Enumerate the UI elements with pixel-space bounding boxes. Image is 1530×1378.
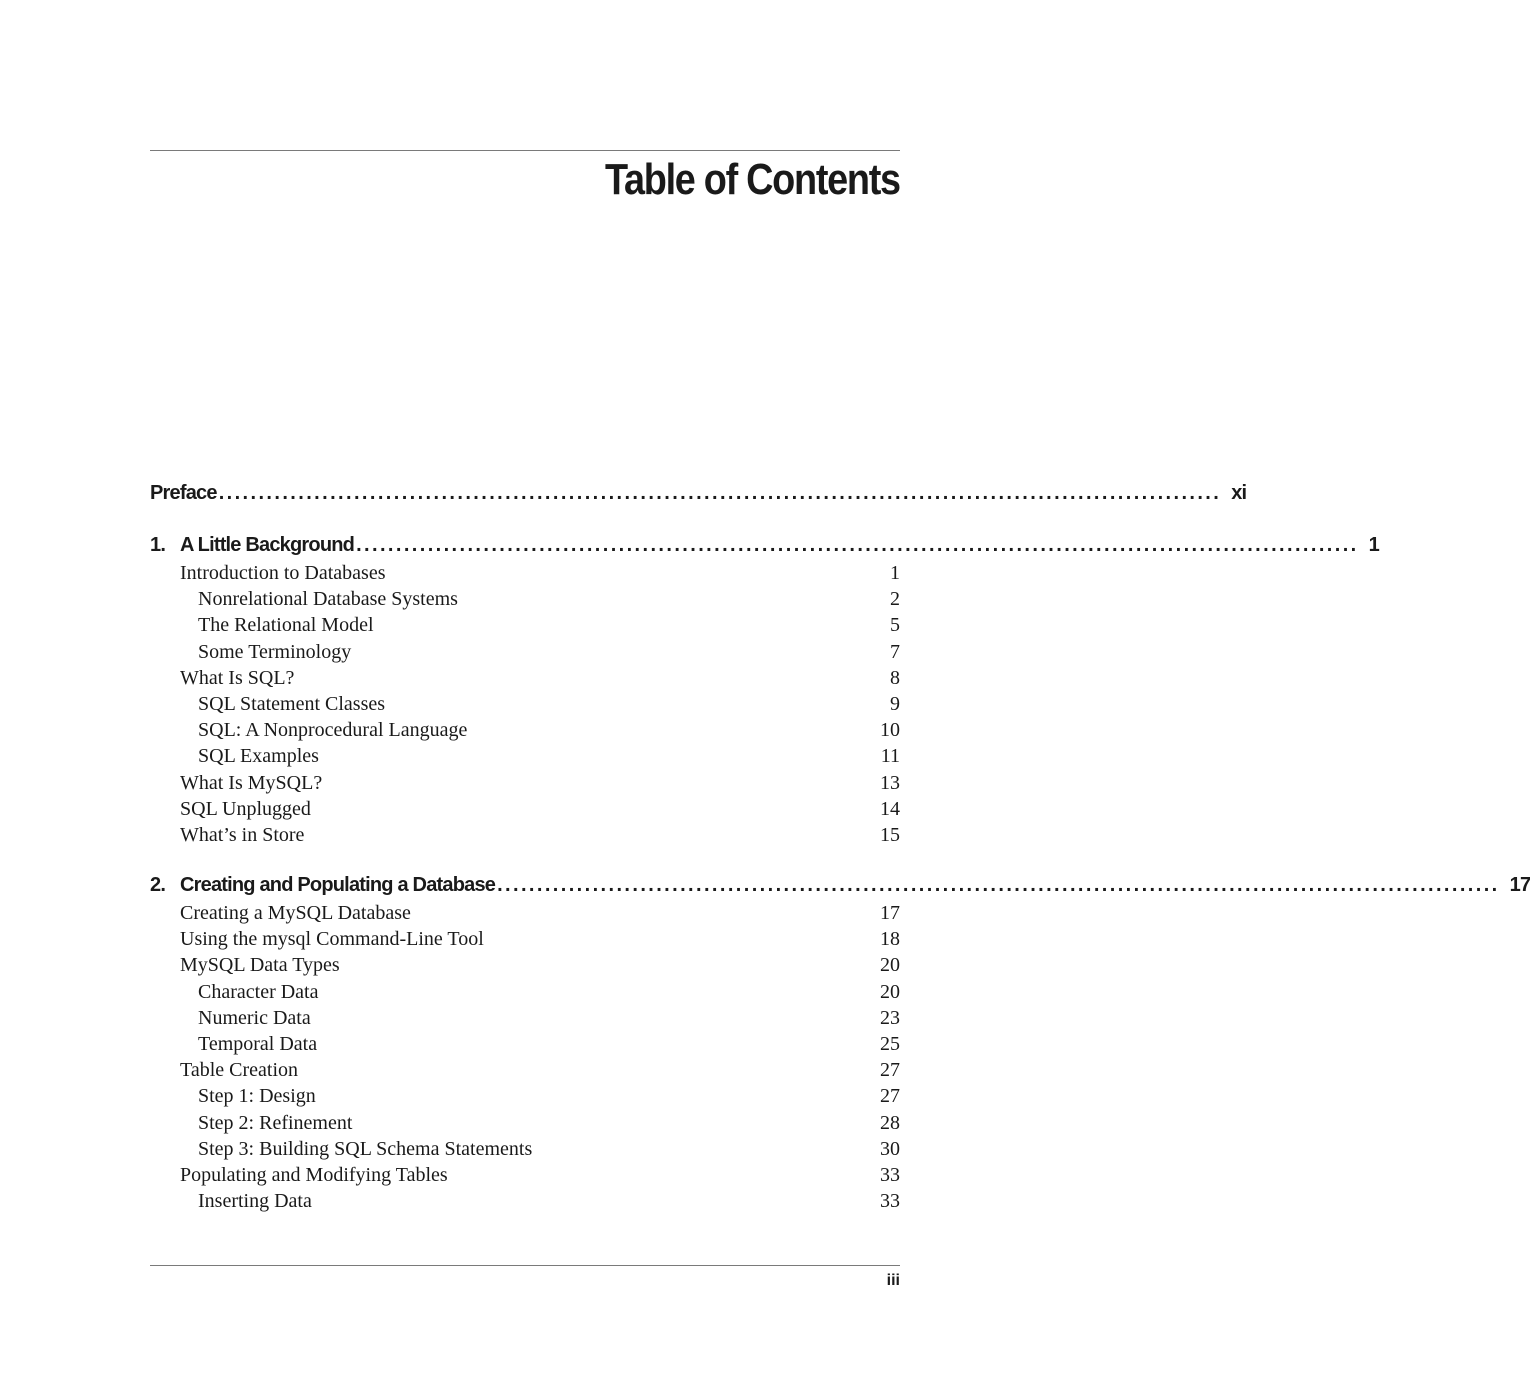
toc-entry-label: Some Terminology: [198, 640, 352, 663]
toc-entry-label: MySQL Data Types: [180, 954, 340, 977]
toc-entry-page: 11: [880, 745, 900, 768]
toc-entry[interactable]: [150, 952, 900, 978]
toc-entry-label: What’s in Store: [180, 823, 305, 846]
toc-entry-label: Creating a MySQL Database: [180, 902, 411, 925]
toc-entry-page: 28: [880, 1111, 900, 1134]
toc-entry[interactable]: [150, 665, 900, 691]
chapter-page: 1: [1368, 534, 1379, 556]
toc-entry-page: 9: [890, 692, 900, 715]
toc-entry-page: 18: [880, 928, 900, 951]
toc-entry-page: 27: [880, 1059, 900, 1082]
dot-leader: ..............................................................................................................................: [218, 482, 1222, 504]
chapter-title: A Little Background: [180, 534, 355, 556]
toc-entry-label: Inserting Data: [198, 1190, 312, 1213]
chapter-title: Creating and Populating a Database: [180, 874, 496, 897]
toc-entry-label: SQL Unplugged: [180, 797, 311, 820]
toc-entry[interactable]: [150, 926, 900, 952]
toc-entry-page: 20: [880, 980, 900, 1003]
toc-entry-label: What Is MySQL?: [180, 771, 323, 794]
toc-entry[interactable]: [150, 1031, 900, 1057]
toc-entry-page: 33: [880, 1163, 900, 1186]
page-title: Table of Contents: [605, 155, 900, 204]
toc-entry[interactable]: [150, 1110, 900, 1136]
toc-entry[interactable]: [150, 717, 900, 743]
toc-entry-label: Step 2: Refinement: [198, 1111, 353, 1134]
toc-entry-page: 5: [890, 614, 900, 637]
toc-entry-label: Temporal Data: [198, 1033, 318, 1055]
toc-entry-page: 17: [880, 902, 900, 925]
toc-entry[interactable]: [150, 1136, 900, 1162]
toc-entry[interactable]: [150, 1083, 900, 1109]
page-number: iii: [886, 1272, 900, 1289]
toc-preface-page: xi: [1231, 482, 1247, 504]
toc-entry-label: Introduction to Databases: [180, 562, 386, 584]
toc-entry-page: 33: [880, 1190, 900, 1213]
toc-entry-page: 25: [880, 1033, 900, 1055]
toc-entry-page: 2: [890, 588, 900, 611]
toc-entry[interactable]: [150, 822, 900, 848]
bottom-rule: [150, 1265, 900, 1266]
toc-entry-page: 14: [880, 797, 900, 820]
toc-entry[interactable]: [150, 743, 900, 769]
table-of-contents: [150, 478, 1530, 1214]
toc-chapter-row[interactable]: [150, 870, 1530, 900]
chapter-number: 2.: [150, 874, 166, 897]
toc-entry[interactable]: [150, 900, 900, 926]
toc-entry-label: Table Creation: [180, 1059, 298, 1082]
toc-entry-page: 30: [880, 1137, 900, 1160]
toc-entry[interactable]: [150, 796, 900, 822]
toc-entry[interactable]: [150, 639, 900, 665]
toc-preface-row[interactable]: [150, 478, 1247, 508]
toc-entry-label: Numeric Data: [198, 1006, 311, 1029]
toc-entry-page: 20: [880, 954, 900, 977]
toc-entry[interactable]: [150, 979, 900, 1005]
toc-entry-label: What Is SQL?: [180, 666, 295, 689]
toc-entry-label: SQL Statement Classes: [198, 692, 386, 715]
toc-entry-page: 27: [880, 1085, 900, 1108]
toc-entry-label: SQL: A Nonprocedural Language: [198, 719, 468, 742]
toc-preface-label: Preface: [150, 482, 217, 504]
toc-chapter-row[interactable]: [150, 530, 1379, 560]
toc-entry-label: Character Data: [198, 980, 319, 1003]
toc-entry-page: 1: [890, 562, 900, 584]
toc-entry-label: Populating and Modifying Tables: [180, 1163, 448, 1186]
toc-entry-label: Step 3: Building SQL Schema Statements: [198, 1137, 533, 1160]
toc-entry[interactable]: [150, 770, 900, 796]
chapter-number: 1.: [150, 534, 166, 556]
chapter-page: 17: [1509, 874, 1530, 897]
toc-entry-page: 23: [880, 1006, 900, 1029]
toc-entry[interactable]: [150, 1188, 900, 1214]
toc-entry[interactable]: [150, 560, 900, 586]
toc-entry[interactable]: [150, 691, 900, 717]
toc-entry-label: Using the mysql Command-Line Tool: [180, 928, 484, 951]
toc-entry-page: 8: [890, 666, 900, 689]
toc-entry[interactable]: [150, 612, 900, 638]
toc-entry[interactable]: [150, 1057, 900, 1083]
toc-entry-label: SQL Examples: [198, 745, 319, 768]
toc-entry[interactable]: [150, 1162, 900, 1188]
toc-entry-page: 7: [890, 640, 900, 663]
toc-entry[interactable]: [150, 586, 900, 612]
dot-leader: ..............................................................................................................................: [356, 534, 1359, 556]
dot-leader: ..............................................................................................................................: [497, 874, 1500, 897]
toc-entry-page: 10: [880, 719, 900, 742]
toc-entry-label: The Relational Model: [198, 614, 374, 637]
toc-entry-page: 15: [880, 823, 900, 846]
toc-entry-label: Step 1: Design: [198, 1085, 316, 1108]
toc-entry[interactable]: [150, 1005, 900, 1031]
toc-entry-label: Nonrelational Database Systems: [198, 588, 458, 611]
toc-entry-page: 13: [880, 771, 900, 794]
